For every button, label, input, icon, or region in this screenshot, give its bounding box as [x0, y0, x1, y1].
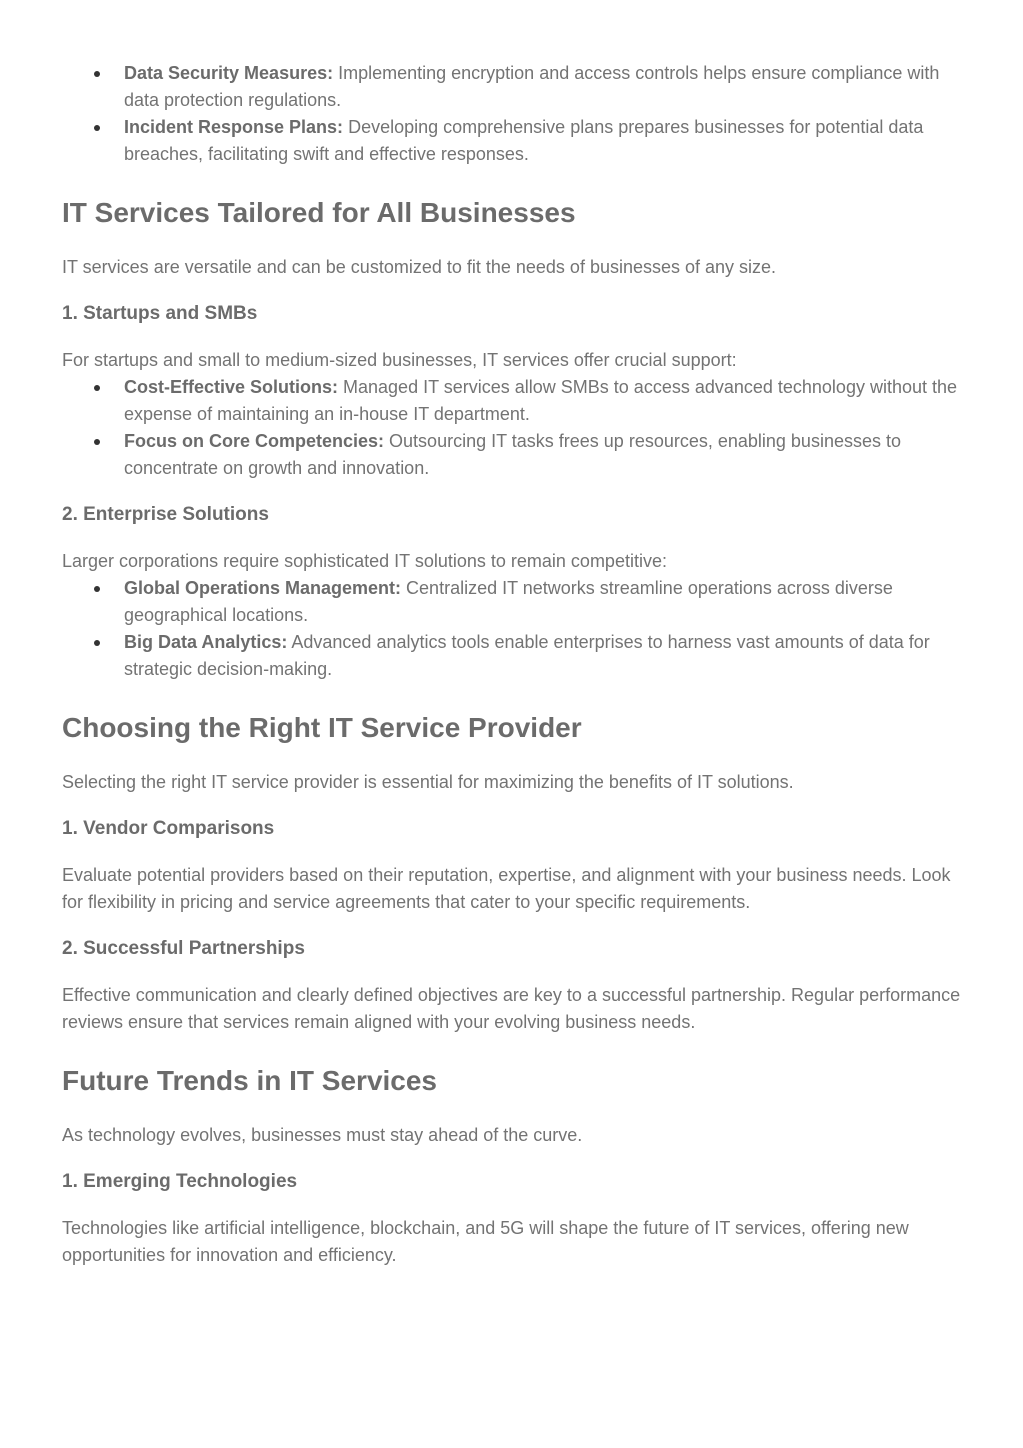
section-heading-future: Future Trends in IT Services [62, 1065, 438, 1096]
list-item-text: Managed IT services allow SMBs to access advanced technology without the expense of maintaining an in-house IT department. [124, 377, 958, 424]
bullet-icon [94, 71, 100, 77]
list-item [62, 629, 962, 683]
list-item-term: Incident Response Plans: [124, 117, 344, 137]
list-item-term: Focus on Core Competencies: [124, 431, 385, 451]
list-item-text: Centralized IT networks streamline operations across diverse geographical locations. [124, 578, 893, 625]
bullet-icon [94, 125, 100, 131]
list-item [62, 428, 962, 482]
paragraph-enterprise-intro: Larger corporations require sophisticated IT solutions to remain competitive: [62, 551, 667, 571]
list-item-text: Developing comprehensive plans prepares businesses for potential data breaches, facilitating swift and effective responses. [124, 117, 924, 164]
subheading-startups: 1. Startups and SMBs [62, 303, 258, 324]
paragraph-vendor: Evaluate potential providers based on their reputation, expertise, and alignment with your business needs. Look for flexibility in pricing and service agreements that cater to your specific requirements. [62, 865, 951, 912]
list-item [62, 575, 962, 629]
section-intro-choosing: Selecting the right IT service provider is essential for maximizing the benefits of IT solutions. [62, 772, 794, 792]
document-page [62, 60, 962, 1269]
list-item-term: Global Operations Management: [124, 578, 402, 598]
list-item [62, 60, 962, 114]
startups-bullet-list [62, 374, 962, 482]
list-item-text: Outsourcing IT tasks frees up resources, enabling businesses to concentrate on growth and innovation. [124, 431, 901, 478]
list-item-term: Cost-Effective Solutions: [124, 377, 339, 397]
paragraph-startups-intro: For startups and small to medium-sized businesses, IT services offer crucial support: [62, 350, 737, 370]
bullet-icon [94, 385, 100, 391]
bullet-icon [94, 439, 100, 445]
enterprise-bullet-list [62, 575, 962, 683]
list-item [62, 374, 962, 428]
list-item-term: Big Data Analytics: [124, 632, 288, 652]
subheading-enterprise: 2. Enterprise Solutions [62, 504, 269, 525]
section-heading-tailored: IT Services Tailored for All Businesses [62, 197, 576, 228]
list-item [62, 114, 962, 168]
subheading-partnerships: 2. Successful Partnerships [62, 938, 305, 959]
section-intro-tailored: IT services are versatile and can be customized to fit the needs of businesses of any size. [62, 257, 777, 277]
subheading-vendor: 1. Vendor Comparisons [62, 818, 275, 839]
section-heading-choosing: Choosing the Right IT Service Provider [62, 712, 582, 743]
paragraph-emerging: Technologies like artificial intelligence, blockchain, and 5G will shape the future of IT services, offering new opportunities for innovation and efficiency. [62, 1218, 909, 1265]
list-item-term: Data Security Measures: [124, 63, 334, 83]
intro-bullet-list [62, 60, 962, 168]
list-item-text: Advanced analytics tools enable enterprises to harness vast amounts of data for strategic decision-making. [124, 632, 930, 679]
subheading-emerging: 1. Emerging Technologies [62, 1171, 298, 1192]
bullet-icon [94, 640, 100, 646]
list-item-text: Implementing encryption and access controls helps ensure compliance with data protection regulations. [124, 63, 940, 110]
bullet-icon [94, 586, 100, 592]
paragraph-partnerships: Effective communication and clearly defined objectives are key to a successful partnership. Regular performance reviews ensure that services remain aligned with your evolving business needs. [62, 985, 961, 1032]
section-intro-future: As technology evolves, businesses must stay ahead of the curve. [62, 1125, 583, 1145]
